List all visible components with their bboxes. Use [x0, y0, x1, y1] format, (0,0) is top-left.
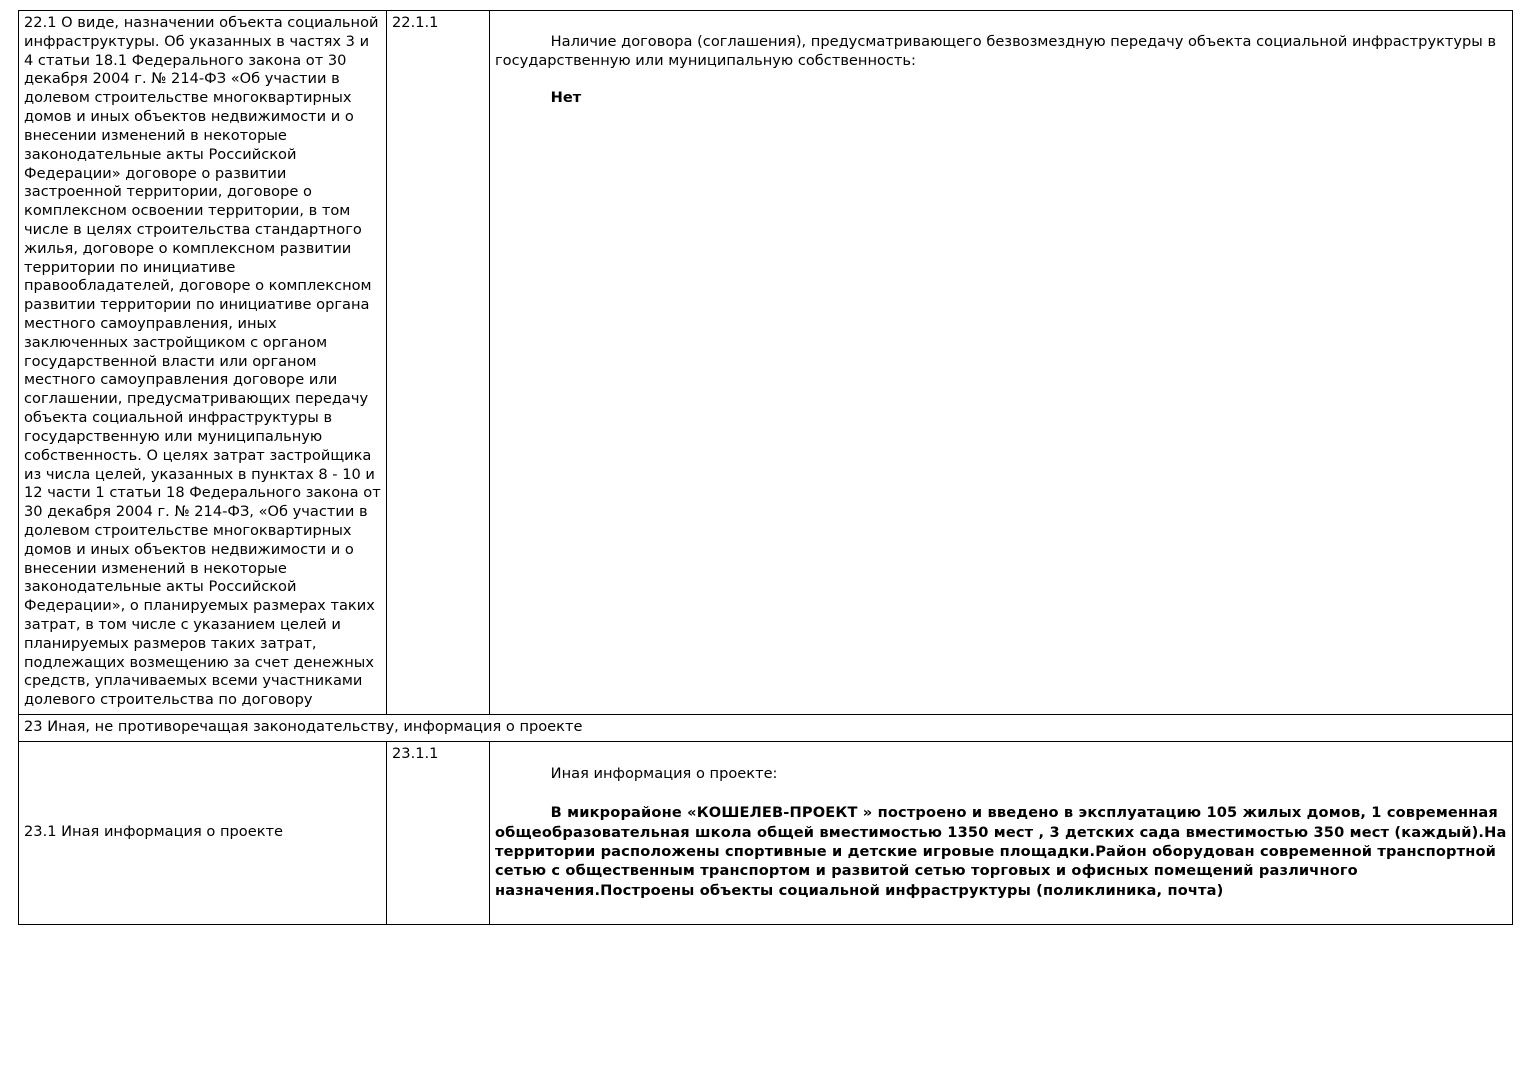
table-row — [19, 741, 1513, 924]
row-code-cell — [387, 11, 490, 715]
section-header-row — [19, 715, 1513, 742]
row-value-cell — [490, 11, 1513, 715]
row-value-label: Наличие договора (соглашения), предусматривающего безвозмездную передачу объекта социальной инфраструктуры в государственную или муниципальную собственность: — [495, 32, 1501, 69]
row-name-text: 23.1 Иная информация о проекте — [24, 822, 284, 840]
row-value-cell — [490, 741, 1513, 924]
row-code-cell — [387, 741, 490, 924]
row-name-text: 22.1 О виде, назначении объекта социальной инфраструктуры. Об указанных в частях 3 и 4 статьи 18.1 Федерального закона от 30 декабря 2004 г. № 214-ФЗ «Об участии в долевом строительстве многоквартирных домов и иных объектов недвижимости и о внесении изменений в некоторые законодательные акты Российской Федерации» договоре о развитии застроенной территории, договоре о комплексном освоении территории, в том числе в целях строительства стандартного жилья, договоре о комплексном развитии территории по инициативе правообладателей, договоре о комплексном развитии территории по инициативе органа местного самоуправления, иных заключенных застройщиком с органом государственной власти или органом местного самоуправления договоре или соглашении, предусматривающих передачу объекта социальной инфраструктуры в государственную или муниципальную собственность. О целях затрат застройщика из числа целей, указанных в пунктах 8 - 10 и 12 части 1 статьи 18 Федерального закона от 30 декабря 2004 г. № 214-ФЗ, «Об участии в долевом строительстве многоквартирных домов и иных объектов недвижимости и о внесении изменений в некоторые законодательные акты Российской Федерации», о планируемых размерах таких затрат, в том числе с указанием целей и планируемых размеров таких затрат, подлежащих возмещению за счет денежных средств, уплачиваемых всеми участниками долевого строительства по договору — [24, 14, 386, 709]
section-title-cell — [19, 715, 1513, 742]
section-title-text: 23 Иная, не противоречащая законодательству, информация о проекте — [24, 718, 583, 736]
row-value-answer: Нет — [550, 89, 582, 107]
row-name-cell — [19, 741, 387, 924]
row-value-answer: В микрорайоне «КОШЕЛЕВ-ПРОЕКТ » построено и введено в эксплуатацию 105 жилых домов, 1 современная общеобразовательная школа общей вместимостью 1350 мест , 3 детских сада вместимостью 350 мест (каждый).На территории расположены спортивные и детские игровые площадки.Район оборудован современной транспортной сетью с общественным транспортом и развитой сетью торговых и офисных помещений различного назначения.Построены объекты социальной инфраструктуры (поликлиника, почта) — [495, 804, 1512, 899]
row-value-label: Иная информация о проекте: — [550, 765, 778, 783]
row-code-text: 23.1.1 — [392, 744, 439, 762]
row-value-block — [495, 14, 1507, 127]
row-value-block — [495, 745, 1512, 920]
project-declaration-table — [18, 10, 1513, 925]
row-name-cell — [19, 11, 387, 715]
table-row — [19, 11, 1513, 715]
row-code-text: 22.1.1 — [392, 14, 439, 31]
